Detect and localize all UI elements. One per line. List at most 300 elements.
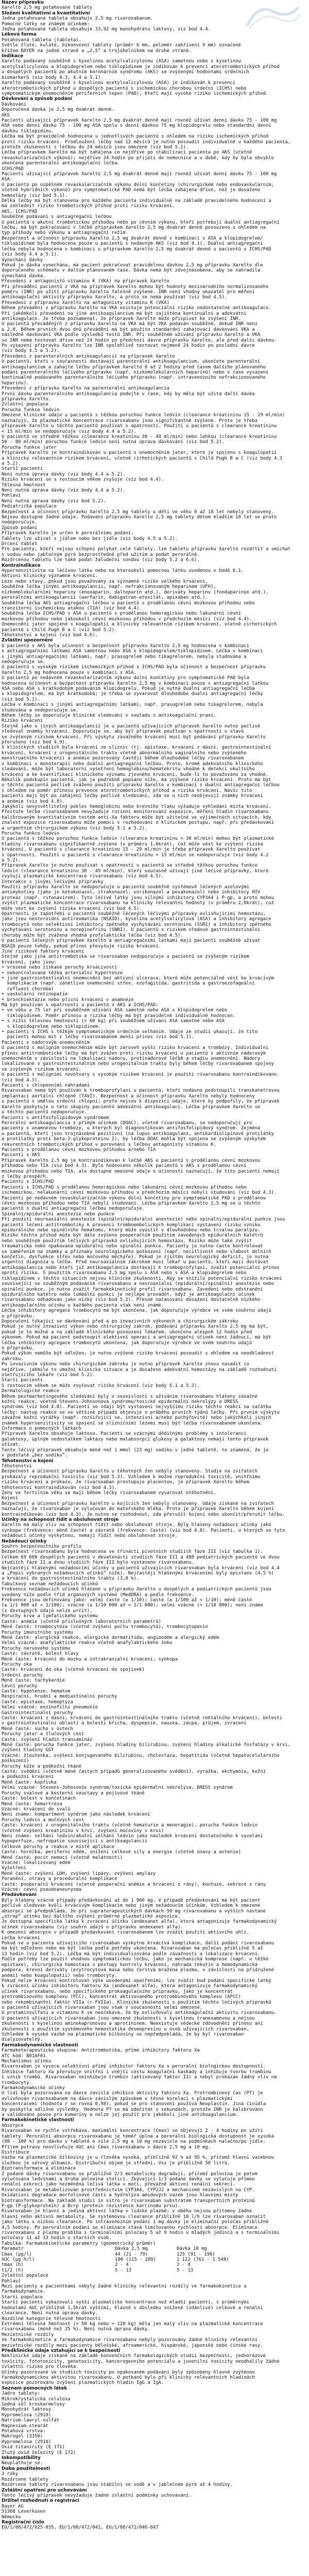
text-line: naznačují, že plazmatické koncentrace rivaroxabanu jsou signifikantně zvýšené. Proto je třeba [2, 418, 258, 423]
text-line: Pokud je nutný invazivní výkon nebo chirurgický zákrok, podávání přípravku Xarelto 2,5 mg má být, [2, 1324, 269, 1330]
text-line: vynechaná dávka. [2, 273, 46, 279]
text-line: Xarelto 2,5 mg potahované tablety [2, 5, 93, 11]
text-line: závažné kožní vyrážky (např. rozšiřující se, intenzivní a/nebo puchýřovité) nebo jakýchkoli jiných [2, 1415, 271, 1421]
text-line: Monohydrát laktosy [2, 2407, 52, 2413]
text-line: protože zkušenosti s léčbou do 24 měsíců jsou omezené (viz bod 5.1). [2, 144, 189, 150]
text-line: Nejsou dostupné žádné údaje. Podávání přípravku Xarelto 2,5 mg tablety dětem mladším 18 let se proto [2, 515, 277, 520]
text-line: nebo souběžným použitím léčivých přípravků ovlivňujících hemostázu. Riziko může také zvýšit [2, 1238, 252, 1244]
text-line: nedoporučuje. [2, 520, 38, 526]
text-line: přípravek Xarelto u těchto pacientů používat s opatrností. Použití u pacientů s clearance kreatininu [2, 423, 277, 429]
text-line: Tento léčivý přípravek obsahuje méně než 1 mmol (23 mg) sodíku v jedné tabletě, to znamená, že je [2, 1447, 269, 1453]
text-line: Porucha funkce ledvin [2, 831, 60, 836]
text-line: Distribuce [2, 2149, 29, 2155]
section-heading: Farmakodynamické vlastnosti [2, 2042, 78, 2048]
section-heading: Seznam pomocných látek [2, 2385, 67, 2391]
text-line: AKS, ICHS/PAD [2, 209, 38, 214]
text-line: nebo rekombinantní faktor VIIa (r-FVIIa). Klinické zkušenosti s použitím těchto léčivých přípravků [2, 1999, 271, 2005]
text-line: (80 - 100 %) pro dávku v tabletě o síle 2,5 mg a 10 mg nezávisle na podmínkách nalačno/po jídle. [2, 2139, 266, 2145]
text-line: Dermatologické reakce [2, 1388, 60, 1394]
text-line: antimykotiky (jako je ketokonazol, itrakonazol, vorikonazol a posakonazol) nebo inhibitory HIV [2, 890, 261, 895]
text-line: Časté: krvácení z dásní, krvácení do gastrointestinálního traktu (včetně rektálního krvácení), bolesti [2, 1716, 283, 1721]
text-line: Neuplatňuje se. [2, 2461, 43, 2466]
text-line: Pacienti s AKS [2, 1153, 40, 1158]
text-line: prokázaly reprodukční toxicitu (viz bod 5.3). Vzhledem k možné reprodukční toxicitě, vnitřnímu [2, 1474, 261, 1480]
text-line: Časté: svědění (včetně méně častých případů generalizovaného svědění), vyrážka, ekchymóza, kožní [2, 1769, 266, 1775]
text-line: farmakodynamickou aktivitou rivaroxabanu. U potkanů bylo při klinicky relevantních hladinách [2, 2375, 255, 2380]
text-line: Poruchy ledvin a močových cest [2, 1817, 84, 1823]
text-line: Drcení tablet [2, 541, 38, 547]
text-line: U pacientů po nedávném revaskularizačním výkonu dolní končetiny pro symptomatické PAD byla [2, 675, 249, 681]
text-line: Převedení z přípravku Xarelto na antagonisty vitaminu K (VKA) [2, 300, 169, 306]
text-line: NSAID pouze tehdy, pokud přínos převyšuje riziko krvácení. [2, 943, 161, 949]
text-line: ASA nebo denní dávku 75 - 100 mg ASA spolu s denní dávkou 75 mg klopidogrelu nebo standardní denní [2, 123, 271, 129]
text-line: dialyzovatelný. [2, 2037, 43, 2043]
text-line: Vzácné: žloutenka, zvýšení konjugovaného bilirubinu, cholestáza, hepatitida (včetně hepatocelulárního [2, 1753, 280, 1758]
text-line: Poruchy nervového systému [2, 1646, 71, 1651]
text-line: Neklinické údaje získané na základě konvenčních farmakologických studií bezpečnosti, jednorázové [2, 2353, 266, 2359]
text-line: hladiny rivaroxabanu signifikantně zvýšené (v průměru 1,6krát), což může vést ke zvýšení rizika [2, 841, 263, 847]
text-line: Onemocnění jater spojené s koagulopatií a klinicky relevantním rizikem krvácení, včetně cirhotických [2, 622, 277, 628]
text-line: Rozdrcenou tabletu lze také podat žaludeční sondou (viz body 5.2 a 6.6). [2, 557, 200, 563]
text-line: se zvýšeným rizikem krvácení. Při výskytu závažného krvácení musí být podávání přípravku Xarelto [2, 734, 266, 740]
text-line: Xarelto 2,5 mg hodnocena pouze v kombinaci s ASA. [2, 670, 136, 675]
text-line: Není nutná úprava dávky (viz body 4.4 a 5.2). [2, 471, 126, 477]
text-line: má být odloženo nebo má být léčba podle potřeby ukončena. Rivaroxaban má poločas přibližně 5 až [2, 1946, 263, 1952]
text-line: sledovat známky krvácení. Doporučuje se, aby byl přípravek používán s opatrností u stavů [2, 729, 244, 735]
text-line: typ příhody nebo výkonu a antiagregační režim. [2, 230, 128, 236]
text-line: studována a nedoporučuje se. [2, 707, 79, 713]
text-line: Mezi pacienty a pacientkami nebyly žádné klinicky relevantní rozdíly ve farmakokinetice a [2, 2284, 247, 2290]
text-line: naznačují, že rivaroxaban je vylučován do mateřského mléka. Proto je přípravek Xarelto během kojení [2, 1506, 274, 1512]
text-line: Pohlaví [2, 493, 21, 499]
text-line: Časté: krvácení z urogenitálního traktu (včetně hematurie a menoragie), porucha funkce ledvin [2, 1823, 258, 1828]
text-line: související se souběžným podáváním rivaroxabanu a neuroaxiální (epidurální/spinální) anestezie nebo [2, 1281, 274, 1287]
table-row [2, 2268, 307, 2273]
text-line: Časté: hypotenze, hematom [2, 1688, 71, 1694]
text-line: Délka léčby má být stanovena pro každého pacienta individuálně na základě pravidelného hodnocení a [2, 198, 271, 204]
text-line: Ve farmakokinetice a farmakodynamice rivaroxabanu nebyly pozorovány žádné klinicky relevantní [2, 2337, 258, 2343]
text-line: známek hypersenzitivity ve spojení se slizničními lézemi musí být léčba rivaroxabanem ukončena. [2, 1420, 263, 1426]
text-line: znalost expozice rivaroxabanu může pomoci v rozhodování o klinickém postupu, např. při předávkování [2, 820, 274, 826]
text-line: Byly hlášeny vzácné případy předávkování až do 1 960 mg. V případě předávkování má být pacient [2, 1897, 261, 1903]
text-line: Gastrointestinální poruchy [2, 1710, 73, 1716]
text-line: Mikrokrystalická celulosa [2, 2396, 71, 2402]
text-line: Rozdrcené tablety rivaroxabanu jsou stabilní ve vodě a v jablečném pyré až 4 hodiny. [2, 2482, 233, 2488]
text-line: Frekvence jsou definovány jako: velmi časté (≥ 1/10); časté (≥ 1/100 až < 1/10); méně časté [2, 1598, 252, 1603]
text-line: Riziko krvácení se s rostoucím věkem zvyšuje (viz bod 4.4). [2, 477, 164, 483]
table-cell: AUC (µg·h/l) [2, 2257, 35, 2263]
text-line: Z podané dávky rivaroxabanu se přibližně 2/3 metabolicky degradují, přičemž polovina je potom [2, 2171, 258, 2177]
text-line: jako látku s nízkou clearance. Po intravenózním podání 1 mg dávky je eliminační poločas přibližně [2, 2219, 269, 2225]
text-line: • nekontrolovaná těžká arteriální hypertenze [2, 970, 123, 976]
text-line: Hypromelosa (2910) [2, 2412, 52, 2418]
table-cell: 44 (21 - 79) [115, 2251, 148, 2257]
text-line: S rostoucím věkem se může zvyšovat riziko krvácení (viz body 5.1 a 5.2). [2, 1383, 200, 1388]
text-line: proti riziku krvácení. Prodloužení léčby nad 12 měsíců je nutno posoudit individuálně u každého pacienta, [2, 139, 291, 145]
text-line: U pacientů léčených přípravkem Xarelto a antiagregačními látkami mají pacienti souběžně užívat [2, 938, 261, 944]
section-heading: Zvláštní upozornění [2, 638, 53, 643]
text-line: hodnotami AUC přibližně 1,5krát vyššími, hlavně v důsledku snížené (zdánlivé) celkové a renální [2, 2305, 263, 2311]
table-cell: Dávka 10 mg [177, 2246, 207, 2252]
text-line: s klopidogrelem, má být krátkodobá; je třeba se vyvarovat dlouhodobé duální antiagregační léčby [2, 691, 263, 697]
text-line: Poruchy oka [2, 1662, 32, 1667]
text-line: biotransformace. Na základě studií in vitro je rivaroxaban substrátem transportních proteinů [2, 2198, 255, 2204]
text-line: krvácení, jako jsou: [2, 959, 57, 965]
table-cell: 5 - 13 [177, 2267, 194, 2273]
text-line: u pacientů s umělou srdeční chlopní; proto nejsou k dispozici údaje, které by podpořily, že přípravek [2, 1099, 280, 1105]
text-line: Při použití neuroaxiální anestezie (spinální/epidurální anestezie) nebo spinální/epidurální punkce jsou [2, 1217, 285, 1223]
text-line: Časté: horečka, periferní edém, snížení celkové síly a energie (včetně únavy a astenie) [2, 1850, 241, 1855]
text-line: rekurentních trombotických příhod v porovnání s léčbou antagonisty vitaminu K. [2, 1142, 216, 1147]
text-line: Rivaroxaban je metabolizován prostřednictvím CYP3A4, CYP2J2 a mechanismů nezávislých na CYP. [2, 2187, 255, 2193]
text-line: Srdeční poruchy [2, 1672, 43, 1678]
text-line: končetin, dysfunkce střev nebo močového měchýře). Pokud je zjištěn neurologický deficit, je nutná [2, 1255, 269, 1260]
text-line: trombocyty. [2, 2080, 32, 2086]
text-line: Jakýkoli nevysvětlitelný pokles hemoglobinu nebo krevního tlaku vyžaduje vyhledání místa krvácení. [2, 804, 271, 809]
text-line: vylučována ledvinami a druhá polovina stolicí. Zbývající 1/3 podané dávky se vylučuje přímou [2, 2176, 255, 2182]
text-line: Poruchy jater a žlučových cest [2, 1732, 84, 1737]
text-line: ASA nebo ASA s krátkodobým podáváním klopidogrelu. Pokud je nutná duální antiagregační léčba [2, 686, 255, 691]
text-line: a 5.2). [2, 858, 21, 863]
text-line: Jedna potahovaná tableta obsahuje 33,92 mg monohydrátu laktosy, viz bod 4.4. [2, 27, 211, 32]
text-line: Xarelto podávaný souběžně s kyselinou acetylsalicylovou (ASA) samotnou nebo s kyselinou [2, 59, 241, 64]
text-line: a krvácení do gastrointestinálního traktu (3,8 %). [2, 1576, 140, 1582]
text-line: Rivaroxaban je hlavní a jediná aktivní látka v lidské plazmě; v oběhu nejsou přítomny žádné [2, 2209, 252, 2214]
text-line: Přípravek Xarelto 2,5 mg je kontraindikován k léčbě AKS u pacientů s prodělanou cévní mozkovou [2, 1158, 261, 1163]
text-line: v gastrointestinální oblasti a bolesti břicha, dyspepsie, nauzea, zácpa, průjem, zvracení [2, 1721, 247, 1726]
text-line: implantaci aortální chlopně (TAVI). Bezpečnost a účinnost přípravku Xarelto nebyly hodnoceny [2, 1093, 255, 1099]
text-line: ATC kód: B01AF01 [2, 2053, 46, 2059]
text-line: Zvláštní populace [2, 2273, 48, 2279]
text-line: farmakodynamice. [2, 2289, 46, 2295]
text-line: Pacienti užívající přípravek Xarelto 2,5 mg dvakrát denně mají rovněž užívat denní dávku 75 - 100 mg [2, 117, 277, 123]
text-line: Jiné rizikové faktory krvácení [2, 948, 84, 954]
text-line: 50 - 80 ml/min) poruchou funkce ledvin není nutná úprava dávkování (viz bod 5.2). [2, 439, 225, 445]
text-line: s ohledem na poměr přínosu prevence aterotrombotických příhod a rizika krvácení. Navíc tito [2, 788, 252, 793]
text-line: nežádoucí účinky vyskytnou, nemají řídit nebo obsluhovat stroje. [2, 1533, 178, 1539]
table-cell: 1 122 (761 - 1 548) [177, 2257, 229, 2263]
text-line: a 5.2). [2, 461, 21, 466]
text-line: s klopidogrelem nebo tiklopidinem. [2, 1024, 101, 1029]
text-line: (včetně zvýšení kreatininu v krvi, zvýšení močoviny v krvi) [2, 1828, 164, 1834]
text-line: • pacienti s ICHS s těžkým symptomatickým srdečním selháním. Údaje ze studií ukazují, že tito [2, 1029, 258, 1035]
text-line: protrombinového komplexu (PCC), koncentrát aktivovaného protrombinového komplexu (APCC) [2, 1994, 241, 2000]
text-line: Pohlaví [2, 2278, 21, 2284]
text-line: Celkové poruchy a reakce v místě aplikace [2, 1844, 115, 1850]
text-line: Dávkování [2, 101, 27, 107]
text-line: syndromu (viz bod 4.8). Pacienti se zdají být vystaveni nejvyššímu riziku těchto reakcí na začátku [2, 1404, 271, 1410]
text-line: pacienti mají být po zahájení léčby pečlivě sledováni, zda se u nich neobjevují známky krvácení [2, 793, 263, 799]
table-row [2, 2257, 307, 2262]
text-line: Použití přípravku Xarelto se nedoporučuje u pacientů souběžně systémově léčených azolovými [2, 885, 249, 890]
section-heading: Léková forma [2, 32, 37, 38]
text-line: Tabulkový seznam nežádoucích účinků [2, 1581, 98, 1587]
text-line: ukončena parenterální antikoagulační léčba. [2, 161, 120, 166]
table-cell: 2 - 4 [177, 2262, 191, 2268]
text-line: AKS [2, 112, 10, 118]
text-line: • jiné gastrointestinální onemocnění bez aktivní ulcerace, které může potenciálně vést ke krvácivým [2, 975, 274, 981]
text-line: antikoagulancia nebo kteří již antikoagulancia dostávají k tromboprofylaxi, zvážit potenciální přínos [2, 1265, 280, 1270]
text-line: Několik podskupin pacientů, jak je podrobně popsáno níže, má zvýšené riziko krvácení. Proto má být [2, 777, 271, 783]
text-line: Pacienti s chlopenními náhradami [2, 1083, 90, 1089]
text-line: Bezpečnost a účinnost přípravku Xarelto 2,5 mg dvakrát denně v kombinaci s ASA a klopidogrelem/ [2, 235, 263, 241]
text-line: může vést ke zvýšení rizika krvácení (viz bod 4.5). [2, 906, 142, 911]
text-line: • vaskulární retinopatie [2, 992, 68, 997]
text-line: Potahovaná tableta (tableta). [2, 37, 81, 43]
text-line: Méně časté: alergická reakce, alergická dermatitida, angioedém a alergický edém [2, 1635, 219, 1640]
text-line: poškození) [2, 1758, 29, 1764]
text-line: v kombinaci s monoterapií nebo duální antiagregační léčbou. Proto, kromě adekvátního klinického [2, 761, 263, 767]
text-line: kožní reakce, včetně Stevens-Johnsonova syndromu/toxické epidermální nekrolýzy a DRESS [2, 1399, 238, 1405]
text-line: Farmakoterapeutická skupina: Antitrombotika, přímé inhibitory faktoru Xa [2, 2048, 200, 2054]
text-line: epidurálního nebo spinálního hematomu, který může vyústit v dlouhodobou nebo trvalou paralýzu. [2, 1228, 261, 1233]
text-line: Při jakémkoli převedení na jiné antikoagulancium má být zajištěna kontinuální a adekvátní [2, 311, 247, 316]
text-line: pacientů s Child Pugh B a C (viz bod 5.2). [2, 627, 117, 633]
text-line: U pacientů s těžkou poruchou funkce ledvin (clearance kreatininu < 30 ml/min) mohou být plazmatické [2, 836, 274, 842]
text-line: menstruačního krvácení) a anémie pozorovány častěji během dlouhodobé léčby rivaroxabanem [2, 756, 244, 761]
text-line: Starší populace [2, 2294, 43, 2300]
text-line: Tablety lze užívat s jídlem nebo bez jídla (viz body 4.5 a 5.2). [2, 536, 178, 541]
text-line: Pacienti s ICHS/PAD s prodělanou hemoragickou nebo lakunární cévní mozkovou příhodou nebo [2, 1184, 247, 1190]
text-line: Inhibice faktoru Xa přerušuje vnitřní i vnější cestu koagulační kaskády a inhibuje tvorbu trombinu [2, 2069, 271, 2075]
text-line: U pacientů s AKS byla účinnost a bezpečnost přípravku Xarelto 2,5 mg hodnocena v kombinaci [2, 643, 249, 649]
text-line: s jinými antiagregačními látkami, např. prasugrelem nebo tikagrelorem, nebyla studována a [2, 654, 247, 659]
text-line: Mezietnické rozdíly [2, 2332, 54, 2337]
text-line: Sodná sůl kroskarmelosy [2, 2402, 65, 2407]
text-line: • vrozené nebo získané poruchy krvácivosti [2, 965, 117, 971]
text-line: heparinu). [2, 380, 29, 386]
text-line: riziku krvácení a průkazu, že rivaroxaban prostupuje placentou, je přípravek Xarelto během [2, 1480, 249, 1485]
text-line: léčba nebyla hodnocena v kombinaci s přípravkem Xarelto 2,5 mg dvakrát denně u pacientů s ICHS/PAD [2, 246, 271, 252]
text-line: Biotransformace a eliminace [2, 2166, 76, 2172]
text-line: Léze nebo stavy, pokud jsou považovány za významné riziko velkého krvácení. [2, 579, 208, 584]
text-line: Doporučení týkající se dávkování před a po invazivních výkonech a chirurgickém zákroku [2, 1318, 238, 1324]
document-title: Název přípravku [2, 0, 44, 5]
text-line: pečlivě sledován kvůli krvácivým komplikacím nebo jiným nežádoucím účinkům. Vzhledem k omezené [2, 1903, 261, 1909]
table-row [2, 2262, 307, 2267]
text-line: Poruchy kůže a podkožní tkáně [2, 1764, 81, 1769]
text-line: EU/1/08/472/025-035, EU/1/08/472/041, EU/1/08/472/046-047 [2, 2525, 159, 2531]
text-line: pacienti léčení antitrombotiky k prevenci tromboembolických komplikací vystaveni riziku vzniku [2, 1222, 261, 1228]
text-line: zkušenosti s použitím systémového hemostatika desmopresinu u osob užívajících rivaroxaban. [2, 2026, 249, 2032]
text-line: a anémie (viz bod 4.8). [2, 799, 65, 804]
section-heading: Držitel rozhodnutí o registraci [2, 2498, 79, 2504]
text-line: Přípravek Xarelto obsahuje laktosu. Pacienti se vzácnými dědičnými problémy s intolerancí [2, 1431, 247, 1437]
text-line: tiklopidinem byla hodnocena pouze u pacientů s nedávným AKS (viz bod 4.1). Duální antiagregační [2, 241, 263, 247]
text-line: s antiagregačními látkami ASA samotnou nebo ASA s klopidogrelem/tiklopidinem. Léčba v kombinaci [2, 649, 263, 654]
text-line: Spinální/epidurální anestezie nebo punkce [2, 1211, 115, 1217]
text-line: Nejčastěji hlášenými nežádoucími účinky u pacientů užívajících rivaroxaban byla krvácení (viz bod 4.4 [2, 1565, 280, 1571]
text-line: se zaměřením na známky a příznaky neurologického poškození (např. necitlivost nebo slabost dolních [2, 1249, 271, 1255]
text-line: 51368 Leverkusen [2, 2509, 46, 2515]
text-line: Informace o pomocných látkách [2, 1426, 81, 1432]
text-line: rivaroxabanu z plazmy probíhá s terminálními poločasy 5 až 9 hodin u mladých jedinců a s terminálními [2, 2230, 280, 2235]
text-line: K omezení absorpce v případě předávkování rivaroxabanem lze zvážit použití aktivního uhlí. [2, 1930, 249, 1936]
text-line: renální exkrecí jako nezměněná léčivá látka v moči, převážně aktivní renální sekrecí. [2, 2182, 236, 2188]
text-line: Německo [2, 2514, 21, 2520]
text-line: toxicity, fototoxicity, genotoxicity, kancerogenního potenciálu a juvenilní toxicity neodhalily žádné [2, 2359, 280, 2364]
table-row [2, 2252, 307, 2257]
table-cell: 5 - 13 [115, 2267, 132, 2273]
text-line: Není známo: kompartment syndrom jako následek krvácení [2, 1812, 150, 1818]
text-line: (viz bod 4.3). [2, 1077, 40, 1083]
text-line: léčbu, má být pokračování v léčbě přípravkem Xarelto 2,5 mg dvakrát denně posouzeno s ohledem na [2, 225, 266, 231]
text-line: se INR nemá testovat dříve než 24 hodin po předchozí dávce přípravku Xarelto, ale před další dávkou. [2, 337, 277, 343]
text-line: Léčba má být pravidelně hodnocena u jednotlivých pacientů s ohledem na riziko ischemických příhod [2, 134, 269, 140]
text-line: u pacientů užívajících rivaroxaban jsou však v současnosti velmi omezené. [2, 2005, 203, 2010]
text-line: proteáz (např. ritonavirem). Tyto léčivé látky jsou silnými inhibitory CYP3A4 i P-gp, a proto mohou [2, 895, 274, 901]
text-line: Pacienti s antifosfolipidovým syndromem [2, 1115, 109, 1121]
text-line: Riziko krvácení [2, 718, 43, 724]
text-line: U pacientů, kteří v současnosti dostávají parenterální antikoagulancium, ukončete parenterální [2, 359, 261, 365]
text-line: (viz bod 5.1). [2, 697, 40, 702]
text-line: Časté: bolest v končetinách [2, 1796, 76, 1802]
text-line: podání parenterálního léčivého přípravku (např. nízkomolekulárních heparinů) nebo v čase vysazení [2, 370, 269, 376]
section-heading: Inkompatibility [2, 2455, 41, 2461]
text-line: Léčba krvácení [2, 1935, 40, 1941]
text-line: u těchto pacientů nedoporučuje. [2, 1110, 87, 1115]
text-line: složkou je sérový albumin. Distribuční objem je střední, Vss je přibližně 50 litrů. [2, 2160, 230, 2166]
text-line: hemostázy (viz bod 5.1). [2, 193, 68, 198]
text-line: k zvrácení účinku inhibitoru faktoru Xa (andexanet alfa), která antagonizuje farmakodynamický [2, 1984, 258, 1989]
text-line: Rivaroxaban je vysoce selektivní přímý inhibitor faktoru Xa s perorální biologickou dostupností. [2, 2064, 266, 2070]
text-line: U pacientů převáděných z přípravku Xarelto na VKA má být VKA podáván souběžně, dokud INR není [2, 321, 258, 327]
text-line: Xarelto poskytuje u této skupiny pacientů adekvátní antikoagulaci. Léčba přípravkem Xarelto se [2, 1104, 261, 1110]
text-line: u pacientů, kteří jsou trojnásobně pozitivní (na lupus antikoagulans, antikardiolipinové protilátky [2, 1131, 274, 1137]
text-line: Světle žluté, kulaté, bikonvexní tablety (průměr 6 mm, poloměr zakřivení 9 mm) označené [2, 43, 241, 48]
text-line: • bronchiektázie nebo plicní krvácení v anamnéze [2, 997, 134, 1003]
text-line: antikoagulačního účinku u každého pacienta však není známé. [2, 1302, 164, 1308]
text-line: koncentracemi (hodnota r se rovná 0,98), pokud se pro stanovení používá Neoplastin. Jiná činidla [2, 2102, 266, 2107]
text-line: Poruchy imunitního systému [2, 1630, 73, 1635]
text-line: včetně hybridních výkonů) pro symptomatické PAD nemá být léčba zahájena dříve, než je dosaženo [2, 188, 261, 193]
text-line: Převedení z parenterálních antikoagulancií na přípravek Xarelto [2, 353, 175, 359]
text-line: Pokud se u pacienta užívajícího rivaroxaban vyskytne krvácivá komplikace, další podání rivaroxabanu [2, 1941, 274, 1946]
text-line: Vynechání dávky [2, 257, 43, 263]
text-line: v podstatě „bez sodíku“. [2, 1453, 68, 1459]
text-line: přípravku Xarelto. [2, 397, 52, 402]
text-line: Interakce s jinými léčivými přípravky [2, 879, 104, 885]
text-line: Způsob podání [2, 525, 38, 531]
table-cell: Cmax (µg/l) [2, 2251, 32, 2257]
text-line: Léčba inhibitory agregace trombocytů má být ukončena, jak doporučuje výrobce ve svém souhrnu údajů [2, 1308, 271, 1314]
text-line: Xarelto podávaný souběžně s kyselinou acetylsalicylovou (ASA) je indikován k prevenci [2, 80, 236, 86]
text-line: epidurálního katétru nebo lumbální punkci je nejlépe provádět, když je antikoagulační účinek [2, 1292, 255, 1297]
text-line: U pacientů užívajících rivaroxaban jsou omezené zkušenosti s kyselinou tranexamovou a nejsou [2, 2015, 255, 2021]
text-line: rivaroxabanu (méně než 25 %). Není nutná úprava dávky. [2, 2327, 150, 2332]
text-line: Poranění, otravy a procedurální komplikace [2, 1876, 117, 1882]
text-line: epistaxe), chirurgická hemostáza s postupy kontroly krvácení, náhrada tekutin a hemodynamická [2, 1962, 258, 1968]
section-heading: Nežádoucí účinky [2, 1538, 47, 1544]
text-line: Po invazivním výkonu nebo chirurgickém zákroku je nutno přípravek Xarelto znovu nasadit co [2, 1362, 249, 1367]
text-line: 3 roky [2, 2471, 19, 2477]
text-line: Časté: krvácení do oka (včetně krvácení do spojivek) [2, 1667, 145, 1673]
text-line: 4,5 hodiny. Po perorálním podání se eliminace stává limitovanou rychlostí absorpce. Eliminace [2, 2225, 258, 2230]
text-line: Bayer AG [2, 2503, 24, 2509]
text-line: aterotrombotických příhod u dospělých pacientů s ischemickou chorobou srdeční (ICHS) nebo [2, 86, 247, 91]
text-line: symptomatickým onemocněním periferních tepen (PAD), kteří mají vysoké riziko ischemických příhod. [2, 91, 269, 96]
text-line: křížem BAYER na jedné straně a „2,5“ a trojúhelníkem na druhé straně. [2, 48, 192, 54]
text-line: oproti riziku. S použitím rivaroxabanu 2,5 mg spolu s ASA nebo s ASA a klopidogrelem nebo [2, 1270, 247, 1276]
text-line: Při převádění pacientů z VKA na přípravek Xarelto mohou být hodnoty mezinárodního normalizovaného [2, 284, 269, 290]
table-header [2, 2246, 307, 2251]
text-line: Pacienti s ICHS/PAD [2, 1179, 54, 1185]
text-line: uvedeny níže podle tříd orgánových systémů (MedDRA) a podle frekvence. [2, 1592, 195, 1598]
text-line: Léčba v kombinaci s jinými antiagregačními látkami, např. prasugrelem nebo tikagrelorem, nebyla [2, 702, 263, 708]
text-line: antikoagulace. Je třeba poznamenat, že přípravek Xarelto může přispívat ke zvýšení INR. [2, 316, 241, 321]
text-line: mozkovou příhodou nebo TIA, ale dostupné omezené údaje o účinnosti naznačují, že tito pacienti nemají [2, 1168, 280, 1174]
text-line: Zvláštní populace [2, 402, 48, 408]
text-line: Přípravek Xarelto je určen k perorálnímu podání. [2, 531, 134, 536]
text-line: poločasy 11 až 13 hodin u starších osob. [2, 2235, 112, 2241]
text-line: Méně časté: trombocytóza (včetně zvýšení počtu trombocytů), trombocytopenie [2, 1624, 208, 1630]
text-line: Souběžné podávání s antiagregační léčbou [2, 214, 112, 220]
section-heading: Složení kvalitativní a kvantitativní [2, 10, 90, 16]
text-line: nedoporučuje se. [2, 659, 46, 665]
text-line: Po vysazení přípravku Xarelto lze INR spolehlivě testovat nejméně 24 hodin po poslední dávce [2, 343, 255, 348]
text-line: Mechanismus účinku [2, 2059, 52, 2064]
text-line: pacientů s duální antiagregační léčbou nedoporučuje. [2, 1206, 145, 1212]
text-line: přerušeno (viz bod 4.9). [2, 740, 68, 745]
table-cell: 2 - 4 [115, 2262, 129, 2268]
table-cell: 125 (91 - 196) [177, 2251, 215, 2257]
text-line: vychytávání serotoninu a norepinefrinu (SNRI). U pacientů s rizikem vředové gastrointestinální [2, 927, 261, 933]
text-line: Jádro tablety: [2, 2391, 40, 2397]
text-line: Hypromelosa (2910) [2, 2439, 52, 2445]
text-line: < 15 ml/min se nedoporučuje (viz body 4.4 a 5.2). [2, 429, 136, 434]
text-line: Pediatrická populace [2, 504, 57, 510]
text-line: Starší pacienti [2, 466, 43, 472]
text-line: poměru (INR) po užití přípravku Xarelto falešně zvýšené. INR není vhodný ukazatel pro měření [2, 289, 255, 295]
text-line: Bezpečnost a účinnost přípravku Xarelto 2,5 mg tablety u dětí ve věku 0 až 18 let nebyly stanoveny. [2, 509, 274, 515]
text-line: Přestože léčba rivaroxabanem nevyžaduje rutinní monitorování expozice, měření hladin rivaroxabanu [2, 809, 269, 815]
text-line: expozice pozorováno zvýšení plazmatických hladin IgG a IgA. [2, 2380, 164, 2386]
text-line: ≥ 2,0. Během prvních dvou dnů převádění má být použito standardní zahajovací dávkování VKA a [2, 327, 255, 332]
table-cell: Dávka 2,5 mg [115, 2246, 148, 2252]
text-line: ovlivňován rivaroxabanem na dávce závislým způsobem v těsné korelaci s plazmatickými [2, 2096, 233, 2102]
text-line: mozkovou příhodou nebo jakoukoli cévní mozkovou příhodou v předchozím měsíci (viz bod 4.4). [2, 616, 252, 622]
text-line: Potahová vrstva: [2, 2429, 46, 2434]
text-line: a „Popis vybraných nežádoucích účinků“ níže). Nejčastěji hlášenými krváceními byly epistaxe (4,5 %) [2, 1571, 274, 1577]
text-line: Má být používán s opatrností u pacientů s AKS a ICHS/PAD: [2, 1002, 159, 1008]
text-line: zkušenosti s kyselinou aminokapronovou a aprotininem. Neexistuje vědecké zdůvodnění přínosu ani [2, 2021, 263, 2027]
section-heading: Účinky na schopnost řídit a obsluhovat stroje [2, 1517, 119, 1522]
section-heading: Zvláštní opatření pro uchovávání [2, 2487, 87, 2493]
text-line: Méně časté: zvýšení LDH, zvýšení lipázy, zvýšení amylázy [2, 1871, 156, 1876]
text-line: Není známo: selhání ledvin/akutní selhání ledvin jako následek krvácení dostatečného k vyvolání [2, 1833, 263, 1839]
text-line: dávkou tiklopidinu. [2, 128, 54, 134]
text-line: příhodou nebo TIA (viz bod 4.3). Bylo hodnoceno několik pacientů s AKS s prodělanou cévní [2, 1163, 247, 1169]
text-line: kontinuálně podávaného parenterálního léčivého přípravku (např. intravenózního nefrakcionovaného [2, 375, 266, 381]
text-line: antikoagulační aktivity přípravku Xarelto, a proto se nemá používat (viz bod 4.5). [2, 295, 228, 300]
text-line: má zohlednit riziko trombotických příhod proti riziku krvácení. [2, 204, 175, 209]
text-line: Extrémní tělesná hmotnost (< 50 kg nebo > 120 kg) měla jen malý vliv na plazmatické koncentrace [2, 2321, 263, 2327]
text-line: Oxid titaničitý (E 171) [2, 2445, 65, 2450]
text-line: Pacienti po nedávném revaskularizačním výkonu dolní končetiny pro symptomatické PAD s prodělanou [2, 1195, 266, 1201]
text-line: Perorální antikoagulancia s přímým účinkem (DOAC), včetně rivaroxabanu, se nedoporučují pro [2, 1120, 252, 1126]
text-line: Respirační, hrudní a mediastinální poruchy [2, 1694, 117, 1700]
text-line: Rivaroxaban se rychle vstřebává, maximální koncentrace (Cmax) se objevují 2 - 4 hodiny po užití [2, 2128, 263, 2134]
table-cell: Parametr [2, 2246, 24, 2252]
text-line: Bezpečnost a účinnost přípravku Xarelto u těhotných žen nebyly stanoveny. Studie na zvířatech [2, 1469, 258, 1475]
text-line: Makrogol (3350) [2, 2434, 43, 2439]
text-line: Časté: závratě, bolest hlavy [2, 1651, 79, 1657]
text-line: Přípravek Xarelto je kontraindikován u pacientů s onemocněním jater, které je spojeno s koagulopatií [2, 450, 277, 456]
text-line: Hypersenzitivita na léčivou látku nebo na kteroukoli pomocnou látku uvedenou v bodě 6.1. [2, 568, 244, 574]
text-line: pokud je to možné a na základě klinického posouzení lékařem, ukončeno alespoň 12 hodin před [2, 1329, 252, 1335]
text-line: Pacienti s prodělanou cévní mozkovou příhodou a/nebo TIA [2, 1147, 156, 1153]
text-line: Pacienti užívající přípravek Xarelto 2,5 mg dvakrát denně mají rovněž užívat denní dávku 75 - 100 mg [2, 172, 277, 177]
